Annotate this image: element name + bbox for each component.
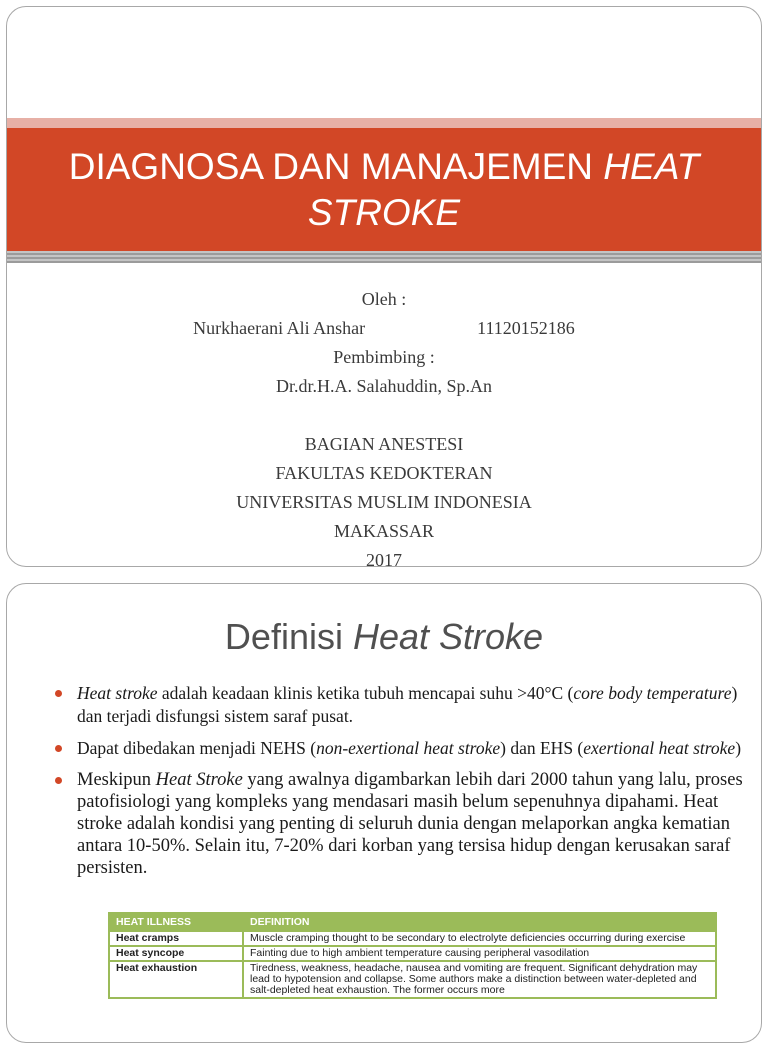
accent-bar (7, 118, 761, 128)
institution-line: MAKASSAR (333, 521, 435, 541)
title-italic-stroke: STROKE (307, 192, 461, 233)
table-row (109, 946, 716, 961)
bullet-italic: exertional heat stroke (583, 738, 736, 758)
bullet-italic: non-exertional heat stroke (316, 738, 501, 758)
slide-title (7, 128, 761, 251)
bullet-text: yang awalnya digambarkan lebih dari 2000 tahun yang lalu, proses patofisiologi yang kompleks yang mendasari masih belum sepenuhnya dipahami. Heat stroke adalah kondisi yang penting di seluruh dunia dengan melaporkan angka kematian antara 10-50%. Selain itu, 7-20% dari korban yang tersisa hidup dengan kerusakan saraf persisten. (77, 770, 743, 878)
institution-line: BAGIAN ANESTESI (304, 434, 464, 454)
bullet-icon (55, 745, 62, 752)
author-row (7, 314, 761, 343)
definition-slide (6, 583, 762, 1043)
advisor-name: Dr.dr.H.A. Salahuddin, Sp.An (276, 376, 492, 396)
slide-title (7, 616, 761, 658)
author-info (7, 285, 761, 567)
institution-line: FAKULTAS KEDOKTERAN (275, 463, 493, 483)
pembimbing-label: Pembimbing : (333, 347, 435, 367)
table-row (109, 931, 716, 946)
title-text: Definisi (224, 616, 343, 657)
title-italic-heat: HEAT (603, 146, 700, 187)
title-slide (6, 6, 762, 567)
heat-illness-table (108, 912, 717, 999)
bullet-item (77, 682, 753, 728)
author-name: Nurkhaerani Ali Anshar (193, 318, 366, 338)
table-cell: Tiredness, weakness, headache, nausea and vomiting are frequent. Significant dehydration may lead to hypotension and collapse. Some authors make a distinction between water-depleted and salt-depleted heat exhaustion. The former occurs more (243, 961, 716, 998)
bullet-text: Dapat dibedakan menjadi NEHS ( (77, 738, 317, 758)
table-cell: Heat cramps (109, 931, 243, 946)
table-cell: Heat exhaustion (109, 961, 243, 998)
table-row (109, 961, 716, 998)
bullet-text: ) dan EHS ( (500, 738, 584, 758)
institution-year: 2017 (366, 550, 402, 567)
striped-divider (7, 251, 761, 263)
institution-line: UNIVERSITAS MUSLIM INDONESIA (236, 492, 532, 512)
table-cell: Muscle cramping thought to be secondary to electrolyte deficiencies occurring during exercise (243, 931, 716, 946)
table-cell: Fainting due to high ambient temperature causing peripheral vasodilation (243, 946, 716, 961)
bullet-text: adalah keadaan klinis ketika tubuh mencapai suhu >40°C ( (157, 683, 574, 703)
table-header-row (109, 913, 716, 931)
title-text: DIAGNOSA DAN MANAJEMEN (68, 146, 594, 187)
author-nim: 11120152186 (477, 318, 575, 338)
table-cell: Heat syncope (109, 946, 243, 961)
bullet-italic: Heat stroke (77, 683, 158, 703)
bullet-item (77, 737, 753, 760)
title-italic: Heat Stroke (352, 616, 544, 657)
bullet-italic: Heat Stroke (155, 770, 243, 790)
column-header: HEAT ILLNESS (109, 913, 243, 931)
column-header: DEFINITION (243, 913, 716, 931)
bullet-text: ) (735, 738, 742, 758)
bullet-list (77, 682, 753, 888)
spacer (7, 401, 761, 430)
bullet-italic: core body temperature (573, 683, 732, 703)
oleh-label: Oleh : (361, 289, 407, 309)
bullet-icon (55, 690, 62, 697)
bullet-icon (55, 777, 62, 784)
bullet-text: Meskipun (77, 770, 156, 790)
bullet-text: ) dan terjadi disfungsi sistem saraf pusat. (77, 683, 738, 726)
bullet-item (77, 769, 753, 879)
